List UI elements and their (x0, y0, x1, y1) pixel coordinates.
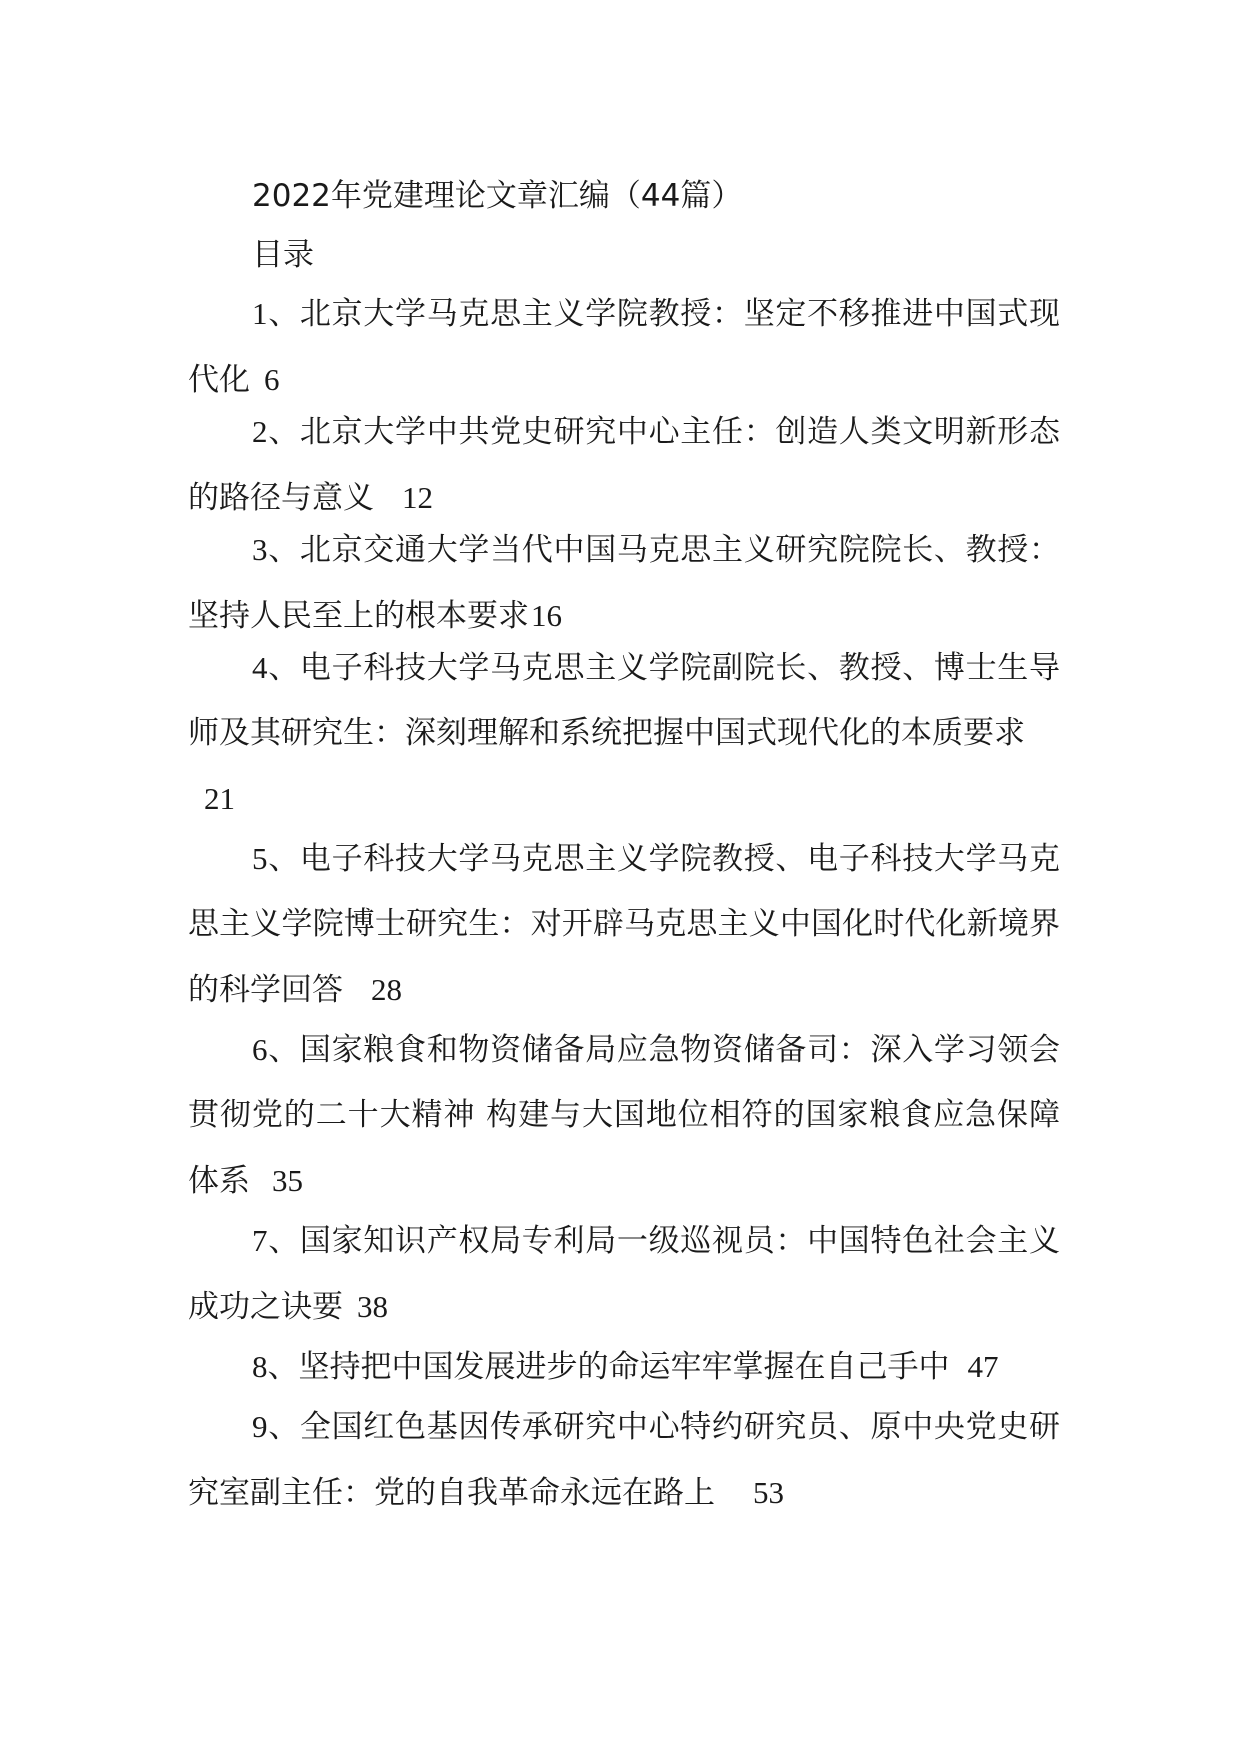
toc-entry-9[interactable] (188, 1394, 1060, 1526)
toc-entry-number: 7、 (252, 1223, 300, 1258)
toc-entry-number: 4、 (252, 650, 300, 685)
toc-entry-number: 1、 (252, 296, 300, 331)
toc-entry-page: 35 (272, 1163, 303, 1198)
toc-entry-page: 6 (264, 362, 280, 397)
document-title-text: 2022年党建理论文章汇编（44篇） (252, 178, 743, 214)
toc-entry-1[interactable] (188, 281, 1060, 413)
toc-entry-number: 3、 (252, 532, 300, 567)
toc-entry-title: 北京交通大学当代中国马克思主义研究院院长、教授：坚持人民至上的根本要求 (188, 532, 1061, 634)
toc-entry-8[interactable] (188, 1334, 1060, 1400)
toc-entry-7[interactable] (188, 1208, 1060, 1340)
toc-entry-page: 28 (371, 972, 402, 1007)
document-title (188, 164, 1060, 229)
toc-entry-page: 53 (753, 1475, 784, 1510)
toc-entry-number: 5、 (252, 841, 300, 876)
toc-entry-number: 2、 (252, 414, 300, 449)
toc-entry-4[interactable] (188, 635, 1060, 832)
toc-entry-title: 北京大学中共党史研究中心主任：创造人类文明新形态的路径与意义 (188, 414, 1061, 516)
toc-entry-title: 国家粮食和物资储备局应急物资储备司：深入学习领会贯彻党的二十大精神 构建与大国地位相符的国家粮食应急保障体系 (188, 1032, 1061, 1199)
toc-entry-title: 电子科技大学马克思主义学院教授、电子科技大学马克思主义学院博士研究生：对开辟马克思主义中国化时代化新境界的科学回答 (188, 841, 1061, 1008)
toc-heading-text: 目录 (252, 237, 314, 273)
toc-entry-3[interactable] (188, 517, 1060, 649)
toc-entry-page: 12 (402, 480, 433, 515)
document-body (188, 164, 1060, 1526)
toc-entry-2[interactable] (188, 399, 1060, 531)
toc-entry-page: 47 (967, 1349, 999, 1384)
toc-entry-page: 38 (357, 1289, 388, 1324)
toc-entry-title: 电子科技大学马克思主义学院副院长、教授、博士生导师及其研究生：深刻理解和系统把握中国式现代化的本质要求 (188, 650, 1061, 751)
toc-heading (188, 223, 1060, 288)
toc-entry-title: 坚持把中国发展进步的命运牢牢掌握在自己手中 (298, 1349, 950, 1385)
toc-entry-number: 8、 (252, 1349, 299, 1384)
toc-entry-number: 6、 (252, 1032, 300, 1067)
toc-entry-6[interactable] (188, 1017, 1060, 1214)
toc-entry-page: 16 (531, 598, 562, 633)
toc-entry-page: 21 (204, 781, 235, 816)
toc-entry-title: 北京大学马克思主义学院教授：坚定不移推进中国式现代化 (188, 296, 1061, 398)
toc-entry-5[interactable] (188, 826, 1060, 1023)
toc-entry-title: 国家知识产权局专利局一级巡视员：中国特色社会主义成功之诀要 (188, 1223, 1061, 1325)
toc-entry-title: 全国红色基因传承研究中心特约研究员、原中央党史研究室副主任：党的自我革命永远在路上 (188, 1409, 1061, 1511)
toc-entry-number: 9、 (252, 1409, 300, 1444)
